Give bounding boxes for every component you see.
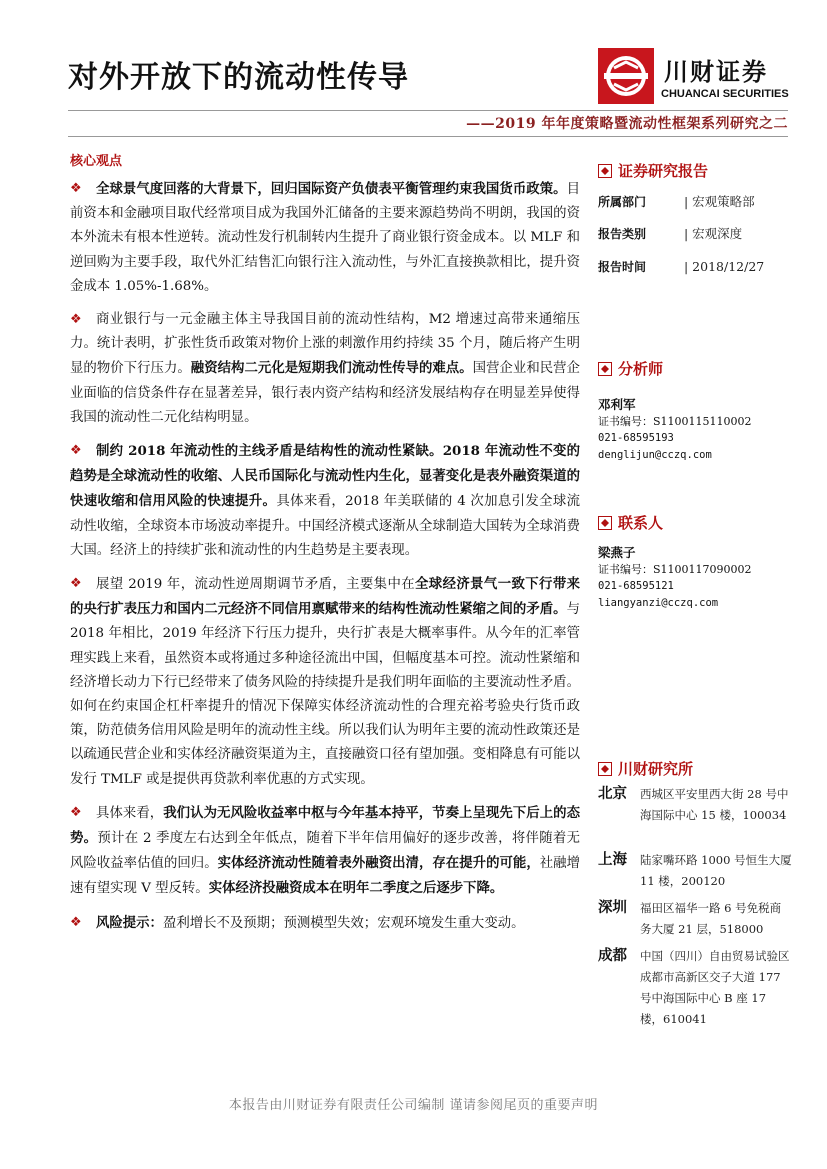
section-marker-icon [598,362,612,376]
section-marker-icon [598,164,612,178]
para-bold: 全球经济景气一致下行带来的央行扩表压力和国内二元经济不同信用禀赋带来的结构性流动性紧缩之间的矛盾。 [70,576,581,618]
core-view-paragraph [70,801,580,902]
section-marker-icon [598,516,612,530]
info-value: | 宏观策略部 [684,194,755,209]
office-city: 成都 [598,948,627,964]
office-address: 西城区平安里西大街 28 号中海国际中心 15 楼，100034 [640,787,789,822]
office-city: 深圳 [598,900,627,916]
company-logo [598,48,798,106]
contact-cert: 证书编号：S1100117090002 [598,563,752,576]
contact-heading: 联系人 [598,512,663,533]
office-city: 北京 [598,786,627,802]
analyst-phone: 021-68595193 [598,432,674,444]
para-text: 与 2018 年相比，2019 年经济下行压力提升，央行扩表是大概率事件。从今年的汇率管理实践上来看，虽然资本或将通过多种途径流出中国，但幅度基本可控。流动性紧缩和经济增长动力下行已经带来了债务风险的持续提升是我们明年面临的主要流动性矛盾。如何在约束国企杠杆率提升的情况下保障实体经济流动性的合理充裕考验央行货币政策，防范债务信用风险是明年的流动性主线。所以我们认为明年主要的流动性政策还是以疏通民营企业和实体经济融资渠道为主，直接融资口径有望加强。变相降息有可能以发行 TMLF 或是提供再贷款利率优惠的方式实现。 [70,602,580,787]
office-address: 陆家嘴环路 1000 号恒生大厦 11 楼，200120 [640,853,792,888]
info-key: 报告时间 [598,260,647,274]
contact-phone: 021-68595121 [598,580,674,592]
analyst-name: 邓利军 [598,397,636,412]
diamond-bullet-icon: ❖ [70,312,82,328]
analyst-card [598,396,752,464]
core-views-heading: 核心观点 [70,154,123,169]
report-title: 对外开放下的流动性传导 [68,60,409,95]
office-address: 福田区福华一路 6 号免税商务大厦 21 层，518000 [640,901,782,936]
core-view-paragraph [70,439,580,563]
analyst-cert: 证书编号：S1100115110002 [598,415,752,428]
info-value: | 宏观深度 [684,226,743,241]
footer-disclaimer: 本报告由川财证券有限责任公司编制 谨请参阅尾页的重要声明 [228,1098,599,1113]
info-row-category [598,224,742,242]
diamond-bullet-icon: ❖ [70,181,82,196]
info-row-date [598,258,764,275]
info-value: | 2018/12/27 [684,259,765,274]
core-views-section [70,150,580,945]
logo-chinese-name: 川财证券 [664,58,768,86]
para-text: 国营企业和民营企业面临的信贷条件存在显著差异，银行表内资产结构和经济发展结构存在明显差异使得我国的流动性二元化结构明显。 [70,361,580,425]
para-text: 社融增速有望实现 V 型反转。 [70,856,580,897]
diamond-bullet-icon: ❖ [70,576,82,592]
info-key: 所属部门 [598,195,647,209]
para-text: 预计在 2 季度左右达到全年低点，随着下半年信用偏好的逐步改善，将伴随着无风险收益率估值的回归。 [70,831,581,872]
para-bold: 实体经济流动性随着表外融资出清，存在提升的可能， [217,855,540,872]
para-text: 目前资本和金融项目取代经常项目成为我国外汇储备的主要来源趋势尚不明朗，我国的资本外流未有根本性逆转。流动性发行机制转内生提升了商业银行资金成本。以 MLF 和逆回购为主要手段，取代外汇结售汇向银行注入流动性，与外汇直接换款相比，提升资金成本 1.05%-1.68%。 [70,182,580,294]
analyst-heading: 分析师 [598,358,663,379]
subtitle-divider [68,136,788,137]
para-bold: 实体经济投融资成本在明年二季度之后逐步下降。 [208,880,504,897]
section-marker-icon [598,762,612,776]
contact-name: 梁燕子 [598,545,636,560]
report-subtitle: ——2019 年年度策略暨流动性框架系列研究之二 [466,116,788,132]
diamond-bullet-icon: ❖ [70,914,82,930]
report-info-heading: 证券研究报告 [598,160,708,181]
institute-heading: 川财研究所 [598,758,693,779]
info-key: 报告类别 [598,227,647,241]
chuancai-logo-icon [598,48,654,104]
header-divider [68,110,788,111]
core-view-paragraph [70,177,580,299]
para-text: 具体来看，2018 年美联储的 4 次加息引发全球流动性收缩，全球资本市场波动率提升。中国经济模式逐渐从全球制造大国转为全球消费大国。经济上的持续扩张和流动性的内生趋势是主要表现。 [70,494,581,558]
para-text: 盈利增长不及预期；预测模型失效；宏观环境发生重大变动。 [162,915,525,931]
para-bold: 制约 2018 年流动性的主线矛盾是结构性的流动性紧缺。2018 年流动性不变的趋势是全球流动性的收缩、人民币国际化与流动性内生化，显著变化是表外融资渠道的快速收缩和信用风险的快速提升。 [70,443,580,510]
info-row-department [598,192,755,210]
core-view-paragraph [70,572,580,792]
para-bold: 全球景气度回落的大背景下，回归国际资产负债表平衡管理约束我国货币政策。 [96,181,567,197]
para-bold: 融资结构二元化是短期我们流动性传导的难点。 [190,360,473,377]
risk-warning-paragraph [70,911,580,936]
diamond-bullet-icon: ❖ [70,804,82,820]
analyst-email[interactable]: denglijun@cczq.com [598,449,712,461]
office-city: 上海 [598,852,627,868]
para-bold: 风险提示： [96,914,163,931]
para-text: 商业银行与一元金融主体主导我国目前的流动性结构，M2 增速过高带来通缩压力。统计表明，扩张性货币政策对物价上涨的刺激作用约持续 35 个月，随后将产生明显的物价下行压力。 [70,312,580,377]
para-text: 展望 2019 年，流动性逆周期调节矛盾，主要集中在 [96,577,416,593]
diamond-bullet-icon: ❖ [70,443,82,459]
logo-english-name: CHUANCAI SECURITIES [661,88,789,100]
core-view-paragraph [70,308,580,430]
para-text: 具体来看， [96,805,164,821]
contact-card [598,544,752,612]
para-bold: 我们认为无风险收益率中枢与今年基本持平，节奏上呈现先下后上的态势。 [70,804,581,847]
contact-email[interactable]: liangyanzi@cczq.com [598,597,719,609]
office-address: 中国（四川）自由贸易试验区成都市高新区交子大道 177 号中海国际中心 B 座 17 楼，610041 [640,949,790,1026]
